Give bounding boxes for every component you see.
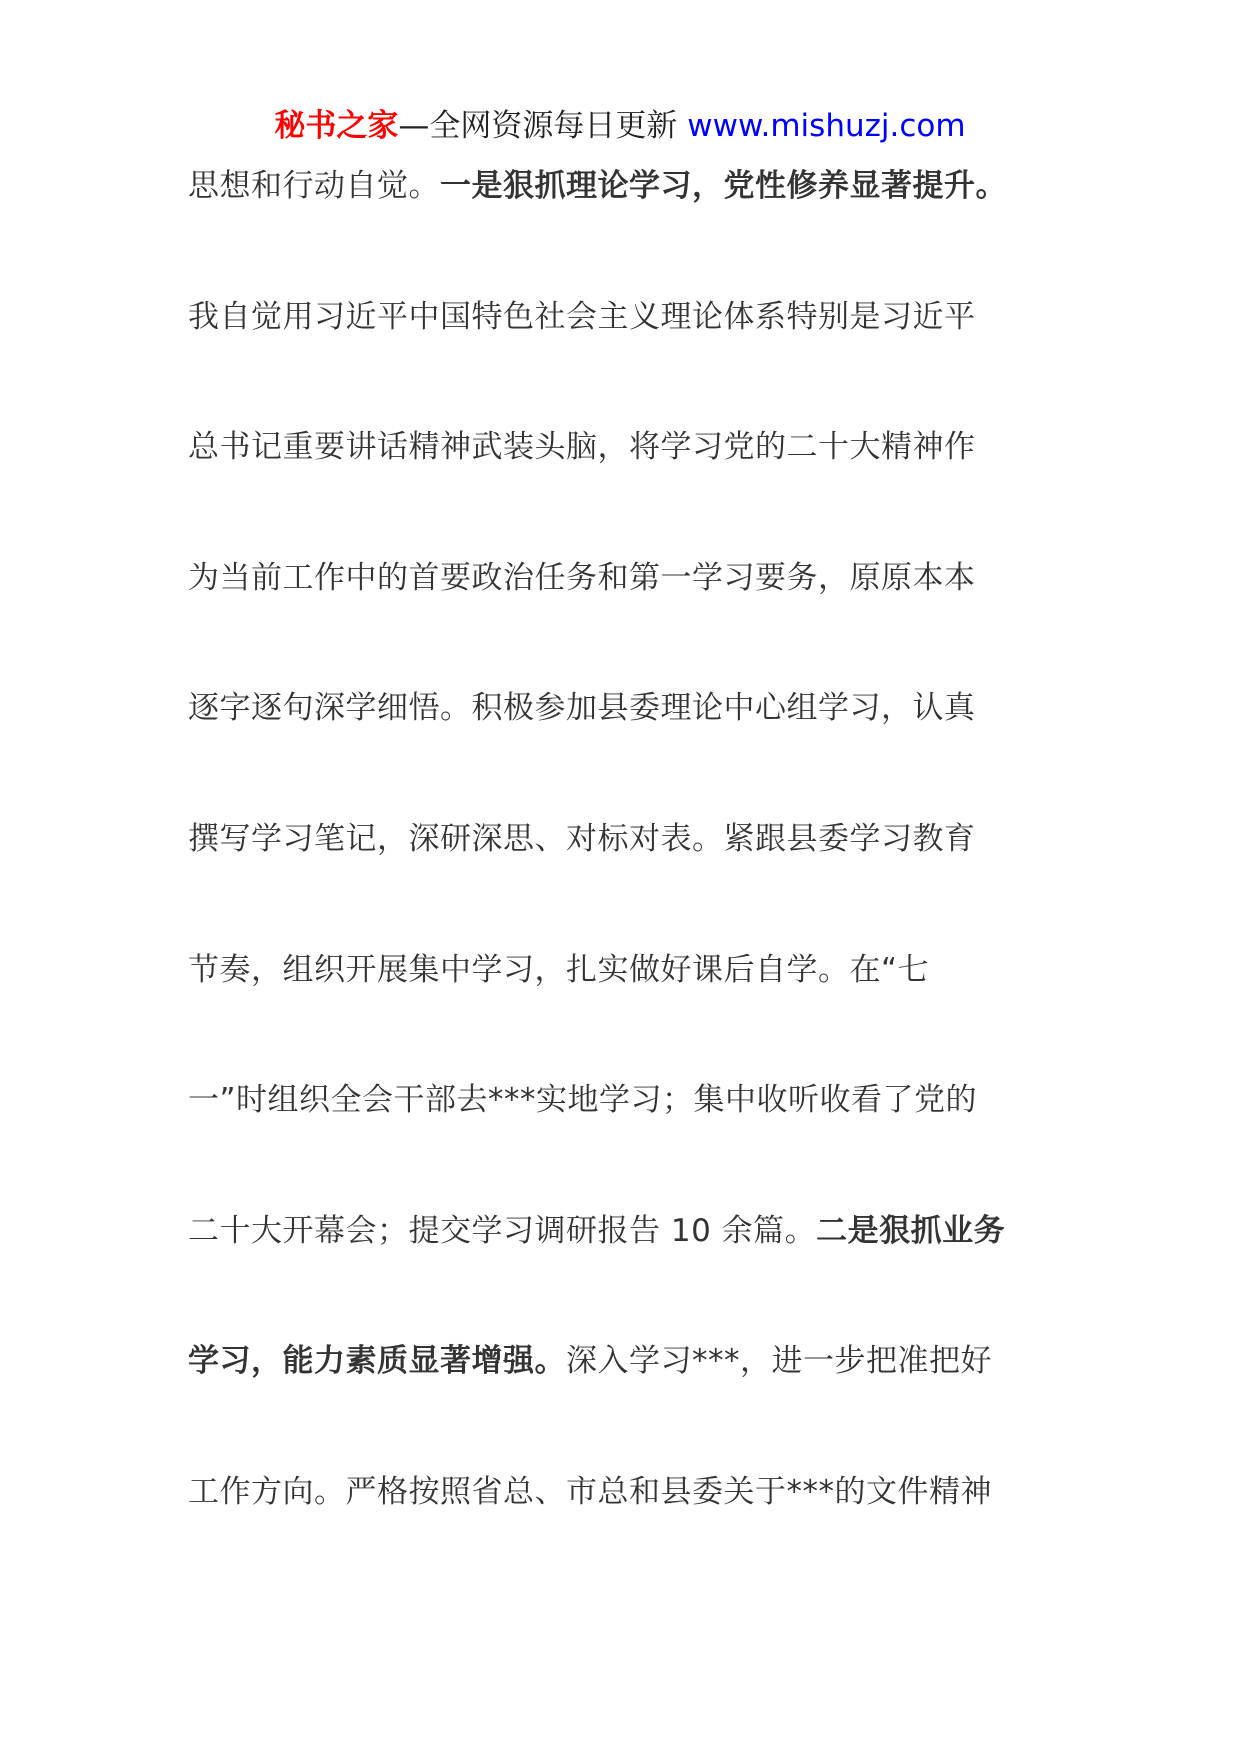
text-line [188,1472,1068,1512]
body-text-segment: 思想和行动自觉。 [188,168,440,204]
text-line [188,297,1068,337]
bold-heading-text: 一是狠抓理论学习，党性修养显著提升。 [440,168,1007,204]
bold-heading-text: 二是狠抓业务 [816,1212,1006,1249]
document-body [188,166,1068,1603]
text-line [188,558,1068,598]
site-url-link[interactable]: www.mishuzj.com [687,108,966,144]
text-line [188,688,1068,728]
text-line [188,819,1068,859]
text-line [188,950,1068,990]
body-text-segment: 二十大开幕会；提交学习调研报告 10 余篇。 [188,1212,817,1249]
body-text-segment: 为当前工作中的首要政治任务和第一学习要务，原原本本 [188,559,976,596]
page-header [0,104,1240,148]
text-line [188,166,1068,206]
body-text-segment: 撰写学习笔记，深研深思、对标对表。紧跟县委学习教育 [188,820,976,857]
text-line [188,1080,1068,1120]
body-text-segment: 逐字逐句深学细悟。积极参加县委理论中心组学习，认真 [188,690,976,727]
body-text-segment: 总书记重要讲话精神武装头脑，将学习党的二十大精神作 [188,429,976,466]
body-text-segment: 节奏，组织开展集中学习，扎实做好课后自学。在“七 [188,951,930,988]
brand-name: 秘书之家 [274,108,399,144]
body-text-segment: 深入学习***，进一步把准把好 [566,1343,992,1380]
text-line [188,427,1068,467]
text-line [188,1211,1068,1251]
body-text-segment: 一”时组织全会干部去***实地学习；集中收听收看了党的 [188,1082,978,1119]
bold-heading-text: 学习，能力素质显著增强。 [188,1343,566,1380]
text-line [188,1341,1068,1381]
body-text-segment: 工作方向。严格按照省总、市总和县委关于***的文件精神 [188,1473,992,1510]
header-tagline: —全网资源每日更新 [398,108,678,144]
body-text-segment: 我自觉用习近平中国特色社会主义理论体系特别是习近平 [188,298,976,335]
